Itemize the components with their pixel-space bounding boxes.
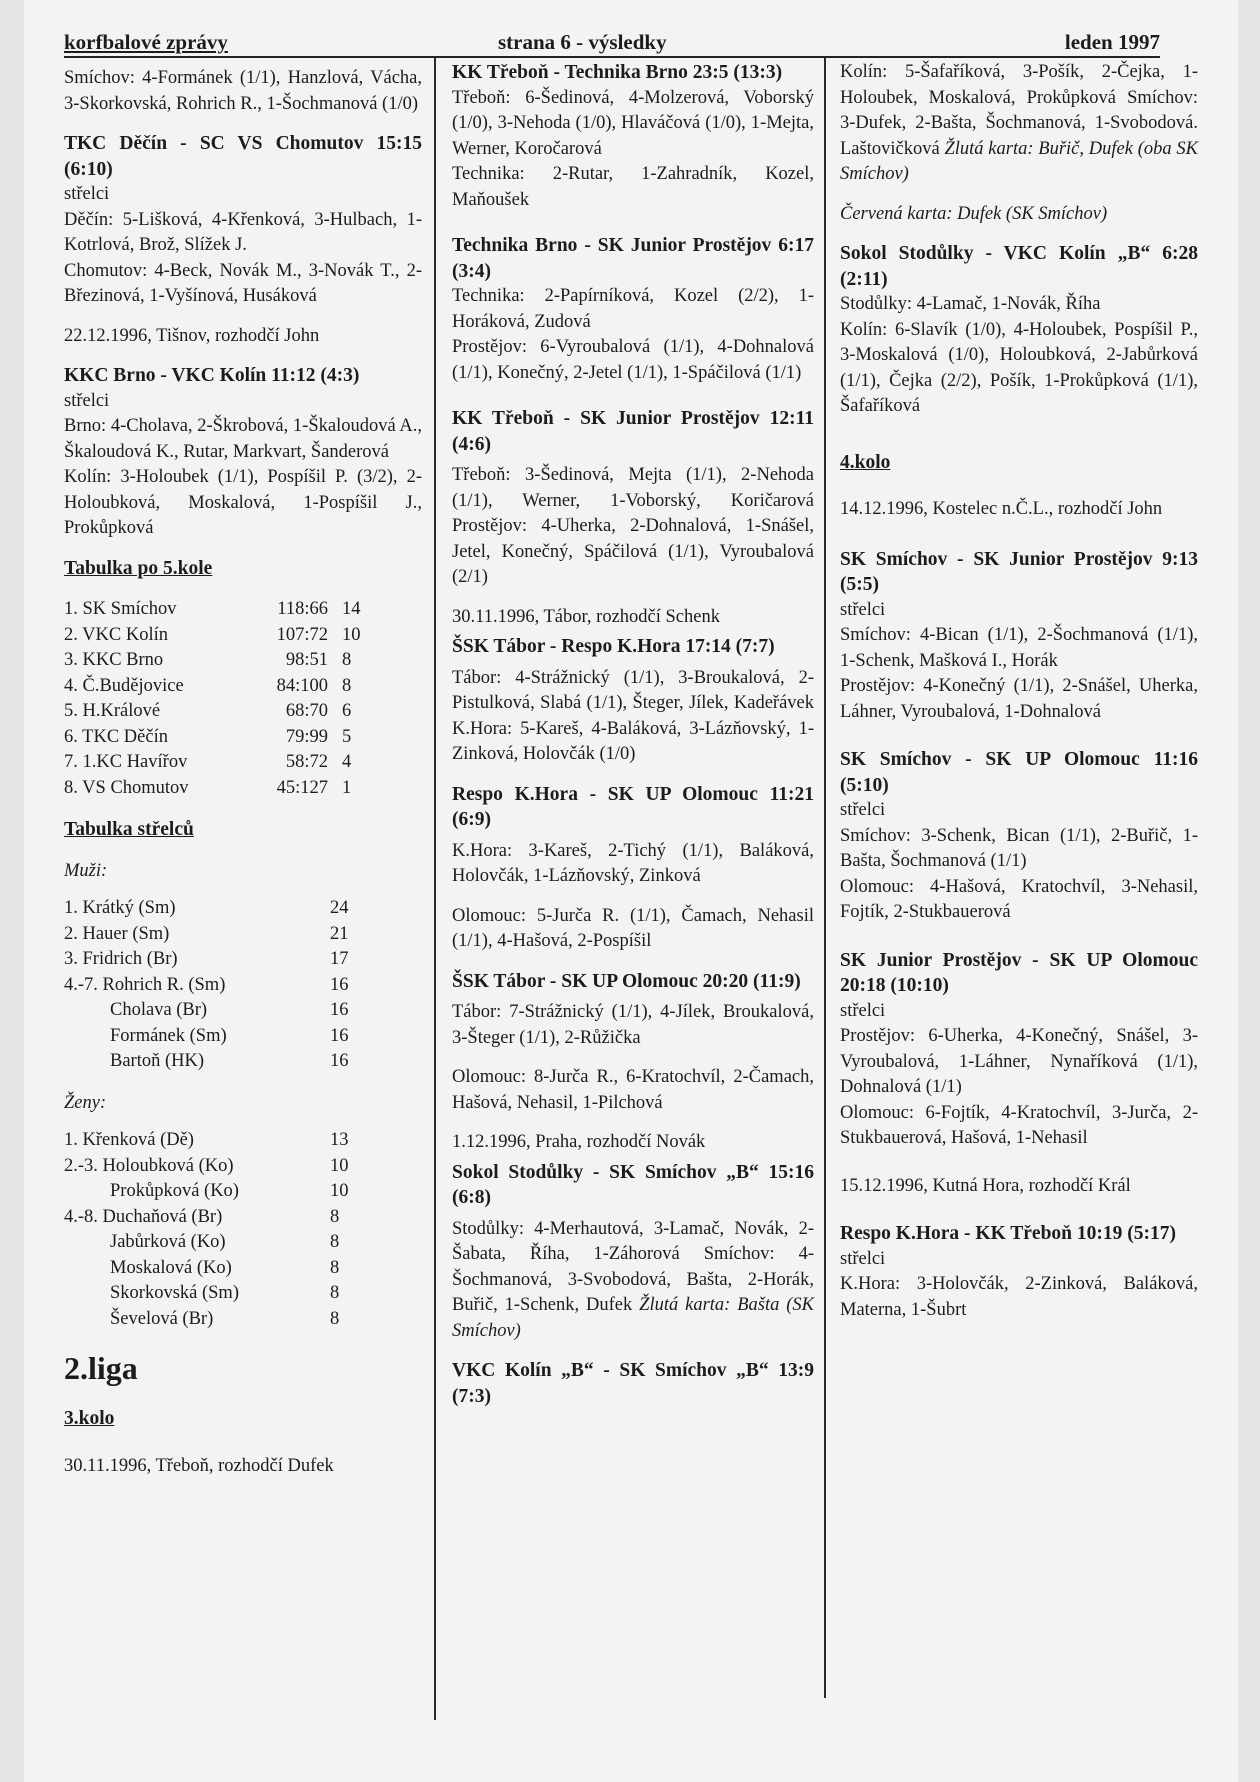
match-title: Respo K.Hora - SK UP Olomouc 11:21 (6:9) [452,783,814,830]
match-title: SK Smíchov - SK Junior Prostějov 9:13 (5:5) [840,548,1198,595]
team-scorers: Třeboň: 6-Šedinová, 4-Molzerová, Voborský (1/0), 3-Nehoda (1/0), Hlaváčová (1/0), 1-Mejta, Werner, Koročarová [452,87,814,159]
table-row: Prokůpková (Ko) 10 [110,1181,349,1201]
league-heading: 2.liga [64,1350,138,1386]
header-publication: korfbalové zprávy [64,30,228,54]
team-scorers: Chomutov: 4-Beck, Novák M., 3-Novák T., 2-Březinová, 1-Vyšínová, Husáková [64,260,422,306]
team-scorers: Tábor: 4-Strážnický (1/1), 3-Broukalová, 2-Pistulková, Slabá (1/1), Šteger, Jílek, Kadeřávek K.Hora: 5-Kareš, 4-Baláková, 3-Lázňovský, 1-Zinková, Holovčák (1/0) [452,667,814,764]
table-row: 6. TKC Děčín 79:99 5 [64,726,352,747]
header-page-label: strana 6 - výsledky [498,30,667,54]
match-title: SK Smíchov - SK UP Olomouc 11:16 (5:10) [840,749,1198,796]
red-card-text: Červená karta: Dufek (SK Smíchov) [840,203,1108,224]
team-scorers: K.Hora: 3-Holovčák, 2-Zinková, Baláková, Materna, 1-Šubrt [840,1274,1198,1320]
table-row: Moskalová (Ko) 8 [110,1257,340,1278]
team-scorers: Třeboň: 3-Šedinová, Mejta (1/1), 2-Nehoda (1/1), Werner, 1-Voborský, Koričarová Prostějov: 4-Uherka, 2-Dohnalová, 1-Snášel, Jetel, Konečný, Spáčilová (1/1), Vyroubalová (2/1) [452,465,814,587]
table-row: Ševelová (Br) 8 [110,1308,340,1329]
table-row: 7. 1.KC Havířov 58:72 4 [64,752,352,772]
match-title: SK Junior Prostějov - SK UP Olomouc 20:18 (10:10) [840,949,1198,996]
match-block [840,547,1198,726]
yellow-card-note: Žlutá karta: Buřič, Dufek (oba SK Smíchov) [840,138,1198,184]
scorers-table-title: Tabulka střelců [64,819,194,840]
table-row: Formánek (Sm) 16 [110,1025,349,1046]
match-block [840,747,1198,926]
standings-title: Tabulka po 5.kole [64,557,213,579]
match-title: KKC Brno - VKC Kolín 11:12 (4:3) [64,365,360,386]
column-1 [64,66,422,1493]
scorers-label: střelci [840,599,886,620]
match-title: KK Třeboň - SK Junior Prostějov 12:11 (4:6) [452,408,814,455]
team-scorers: Prostějov: 6-Vyroubalová (1/1), 4-Dohnalová (1/1), Konečný, 2-Jetel (1/1), 1-Spáčilová (1/1) [452,337,814,383]
table-row: Bartoň (HK) 16 [110,1051,349,1071]
match-block [452,233,814,386]
match-block [452,1160,814,1345]
scorers-label: střelci [840,1000,886,1021]
red-card-note [840,202,1198,228]
match-title: Sokol Stodůlky - SK Smíchov „B“ 15:16 (6:8) [452,1161,814,1208]
team-scorers: Brno: 4-Cholava, 2-Škrobová, 1-Škaloudová A., Škaloudová K., Rutar, Markvart, Šanderová [64,416,422,462]
team-scorers: Olomouc: 6-Fojtík, 4-Kratochvíl, 3-Jurča, 2-Stukbauerová, Hašová, 1-Nehasil [840,1102,1198,1148]
women-label: Ženy: [64,1092,107,1113]
team-scorers: Olomouc: 5-Jurča R. (1/1), Čamach, Nehasil (1/1), 4-Hašová, 2-Pospíšil [452,905,814,951]
page-header [64,26,1160,58]
match-block [840,241,1198,420]
table-row: 3. Fridrich (Br) 17 [64,949,349,969]
team-scorers: Olomouc: 8-Jurča R., 6-Kratochvíl, 2-Čamach, Hašová, Nehasil, 1-Pilchová [452,1067,814,1113]
team-scorers: Smíchov: 4-Bican (1/1), 2-Šochmanová (1/1), 1-Schenk, Mašková I., Horák [840,625,1198,671]
match-scorers-continued [840,60,1198,188]
match-title: Sokol Stodůlky - VKC Kolín „B“ 6:28 (2:11) [840,243,1198,290]
match-title: ŠSK Tábor - Respo K.Hora 17:14 (7:7) [452,636,775,657]
match-block [452,406,814,591]
match-block [64,363,422,542]
match-date: 1.12.1996, Praha, rozhodčí Novák [452,1132,706,1152]
table-row: 2.-3. Holoubková (Ko) 10 [64,1155,349,1176]
match-block [452,969,814,1117]
scorers-label: střelci [64,390,110,411]
round-heading: 3.kolo [64,1408,115,1429]
match-title: Technika Brno - SK Junior Prostějov 6:17 (3:4) [452,235,814,282]
team-scorers: Stodůlky: 4-Merhautová, 3-Lamač, Novák, 2-Šabata, Říha, 1-Záhorová Smíchov: 4-Šochmanová, 3-Svobodová, Bašta, 2-Horák, Buřič, 1-Schenk, Dufek [452,1218,814,1315]
newsletter-page [24,0,1238,1782]
scorers-label: střelci [840,1248,886,1269]
match-block [452,782,814,955]
scorers-label: střelci [64,184,110,204]
team-scorers: Technika: 2-Papírníková, Kozel (2/2), 1-Horáková, Zudová [452,286,814,332]
table-row: 4. Č.Budějovice 84:100 8 [64,675,352,696]
team-scorers: Prostějov: 4-Konečný (1/1), 2-Snášel, Uherka, Láhner, Vyroubalová, 1-Dohnalová [840,676,1198,722]
team-scorers: Kolín: 6-Slavík (1/0), 4-Holoubek, Pospíšil P., 3-Moskalová (1/0), Holoubková, 2-Jabůrková (1/1), Čejka (2/2), Pošík, 1-Prokůpková (1/1), Šafaříková [840,319,1198,416]
match-date: 22.12.1996, Tišnov, rozhodčí John [64,325,320,346]
column-divider-1 [434,58,436,1720]
team-scorers: Technika: 2-Rutar, 1-Zahradník, Kozel, Maňoušek [452,164,814,210]
men-scorers-table [64,896,384,1075]
team-scorers: Stodůlky: 4-Lamač, 1-Novák, Říha [840,294,1101,314]
team-scorers: Kolín: 3-Holoubek (1/1), Pospíšil P. (3/2), 2-Holoubková, Moskalová, 1-Pospíšil J., Prokůpková [64,467,422,538]
column-2 [452,60,814,1409]
table-row: 2. VKC Kolín 107:72 10 [64,624,361,645]
match-date: 30.11.1996, Třeboň, rozhodčí Dufek [64,1455,334,1476]
header-date: leden 1997 [1064,30,1160,54]
men-label: Muži: [64,860,108,881]
column-3 [840,60,1198,1337]
table-row: Cholava (Br) 16 [110,1000,349,1020]
team-scorers: Kolín: 5-Šafaříková, 3-Pošík, 2-Čejka, 1-Holoubek, Moskalová, Prokůpková Smíchov: 3-Dufek, 2-Bašta, Šochmanová, 1-Svobodová. Laštovičková [840,62,1198,159]
column-divider-2 [824,58,826,1698]
women-scorers-table [64,1128,384,1332]
match-scorers: Smíchov: 4-Formánek (1/1), Hanzlová, Vácha, 3-Skorkovská, Rohrich R., 1-Šochmanová (1/0) [64,68,422,114]
table-row: 5. H.Králové 68:70 6 [64,701,352,721]
table-row: 8. VS Chomutov 45:127 1 [64,777,352,798]
team-scorers: Děčín: 5-Lišková, 4-Křenková, 3-Hulbach, 1-Kotrlová, Brož, Slížek J. [64,209,422,255]
table-row: Jabůrková (Ko) 8 [110,1232,340,1252]
team-scorers: Tábor: 7-Strážnický (1/1), 4-Jílek, Broukalová, 3-Šteger (1/1), 2-Růžička [452,1002,814,1048]
match-title: TKC Děčín - SC VS Chomutov 15:15 (6:10) [64,133,422,180]
match-title: KK Třeboň - Technika Brno 23:5 (13:3) [452,62,783,83]
match-block [452,60,814,213]
match-date: 30.11.1996, Tábor, rozhodčí Schenk [452,606,720,627]
team-scorers: K.Hora: 3-Kareš, 2-Tichý (1/1), Baláková, Holovčák, 1-Lázňovský, Zinková [452,840,814,886]
match-title: ŠSK Tábor - SK UP Olomouc 20:20 (11:9) [452,970,801,992]
match-block [64,131,422,310]
yellow-card-note: Žlutá karta: Bašta (SK Smíchov) [452,1295,815,1341]
match-title: VKC Kolín „B“ - SK Smíchov „B“ 13:9 (7:3) [452,1360,814,1407]
match-date: 14.12.1996, Kostelec n.Č.L., rozhodčí John [840,499,1163,519]
team-scorers: Olomouc: 4-Hašová, Kratochvíl, 3-Nehasil, Fojtík, 2-Stukbauerová [840,876,1198,922]
round-heading: 4.kolo [840,451,891,473]
table-row: 1. SK Smíchov 118:66 14 [64,599,361,619]
scorers-label: střelci [840,800,886,820]
table-row: 3. KKC Brno 98:51 8 [64,650,352,670]
table-row: Skorkovská (Sm) 8 [110,1283,340,1303]
match-block [840,1221,1198,1323]
team-scorers-with-card [452,1217,814,1345]
team-scorers: Smíchov: 3-Schenk, Bican (1/1), 2-Buřič, 1-Bašta, Šochmanová (1/1) [840,825,1198,871]
match-title: Respo K.Hora - KK Třeboň 10:19 (5:17) [840,1223,1176,1244]
match-block [452,634,814,768]
table-row: 2. Hauer (Sm) 21 [64,923,349,944]
table-row: 4.-7. Rohrich R. (Sm) 16 [64,974,349,995]
standings-table [64,597,372,801]
table-row: 1. Krátký (Sm) 24 [64,898,349,918]
table-row: 1. Křenková (Dě) 13 [64,1130,349,1150]
team-scorers: Prostějov: 6-Uherka, 4-Konečný, Snášel, 3-Vyroubalová, 1-Láhner, Nynaříková (1/1), Dohnalová (1/1) [840,1026,1198,1097]
table-row: 4.-8. Duchaňová (Br) 8 [64,1206,340,1227]
match-block [840,948,1198,1152]
match-date: 15.12.1996, Kutná Hora, rozhodčí Král [840,1175,1131,1196]
